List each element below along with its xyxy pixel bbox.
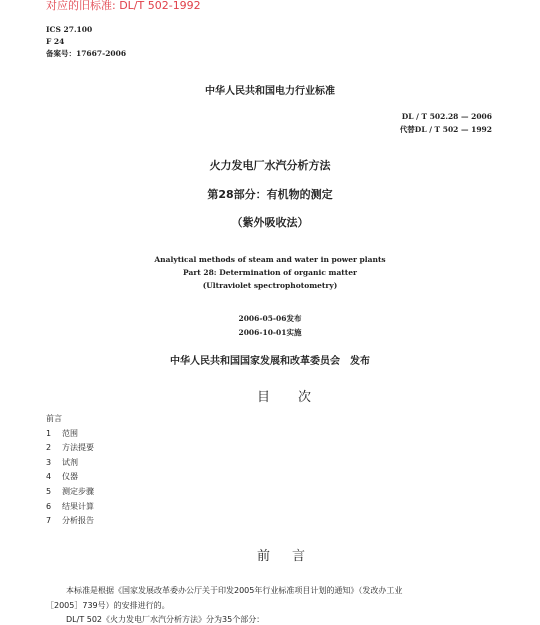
toc-item-label: 仪器 [62,472,78,482]
toc-item-number: 1 [46,428,52,438]
toc-item[interactable] [46,412,94,427]
toc-item-number: 5 [46,486,52,496]
toc-item-number: 4 [46,472,52,482]
issuer: 中华人民共和国国家发展和改革委员会 发布 [170,356,370,367]
foreword-paragraph-2: DL/T 502《火力发电厂水汽分析方法》分为35个部分： [66,615,265,624]
toc-item-number: 6 [46,501,52,511]
foreword-paragraph-1-cont: ［2005］739号）的安排进行的。 [46,601,170,610]
toc-item[interactable] [46,500,94,515]
toc-item[interactable] [46,441,94,456]
toc-item-label: 测定步骤 [62,486,94,496]
toc-title: 目次 [256,390,339,405]
issue-date: 2006-05-06发布 [238,314,302,323]
english-title [0,253,540,292]
ics-code: ICS 27.100 [46,25,93,34]
record-number: 备案号：17667-2006 [46,49,127,58]
classification-code: F 24 [46,37,65,46]
toc-item[interactable] [46,514,94,529]
english-title-line3: (Ultraviolet spectrophotometry) [202,281,338,290]
old-standard-banner: 对应的旧标准: DL/T 502-1992 [46,0,201,12]
toc-item[interactable] [46,470,94,485]
standard-number: DL / T 502.28 — 2006 [401,112,492,121]
effective-date: 2006-10-01实施 [238,328,302,337]
toc-item-number: 2 [46,443,52,453]
toc-item[interactable] [46,456,94,471]
replaced-standard: 代替DL / T 502 — 1992 [399,125,492,134]
toc-item[interactable] [46,427,94,442]
toc-item-number: 3 [46,457,52,467]
foreword-paragraph-1: 本标准是根据《国家发展改革委办公厅关于印发2005年行业标准项目计划的通知》（发改办工业 [66,586,403,595]
document-title: 火力发电厂水汽分析方法 [209,159,331,172]
document-part-title: 第28部分：有机物的测定 [207,188,333,201]
toc-item[interactable] [46,485,94,500]
toc-item-label: 分析报告 [62,516,94,526]
toc-item-label: 范围 [62,428,78,438]
toc-item-label: 前言 [46,414,62,423]
standard-meta [46,24,126,60]
standard-codes [400,110,492,136]
dates-block [0,312,540,340]
standard-type: 中华人民共和国电力行业标准 [205,86,335,97]
english-title-line1: Analytical methods of steam and water in power plants [154,255,386,264]
foreword-title: 前言 [256,549,327,564]
toc-item-number: 7 [46,516,52,526]
english-title-line2: Part 28: Determination of organic matter [183,268,357,277]
document-method: （紫外吸收法） [231,216,309,229]
toc-item-label: 方法提要 [62,443,94,453]
toc-item-label: 试剂 [62,457,78,467]
table-of-contents [46,412,94,529]
toc-item-label: 结果计算 [62,501,94,511]
